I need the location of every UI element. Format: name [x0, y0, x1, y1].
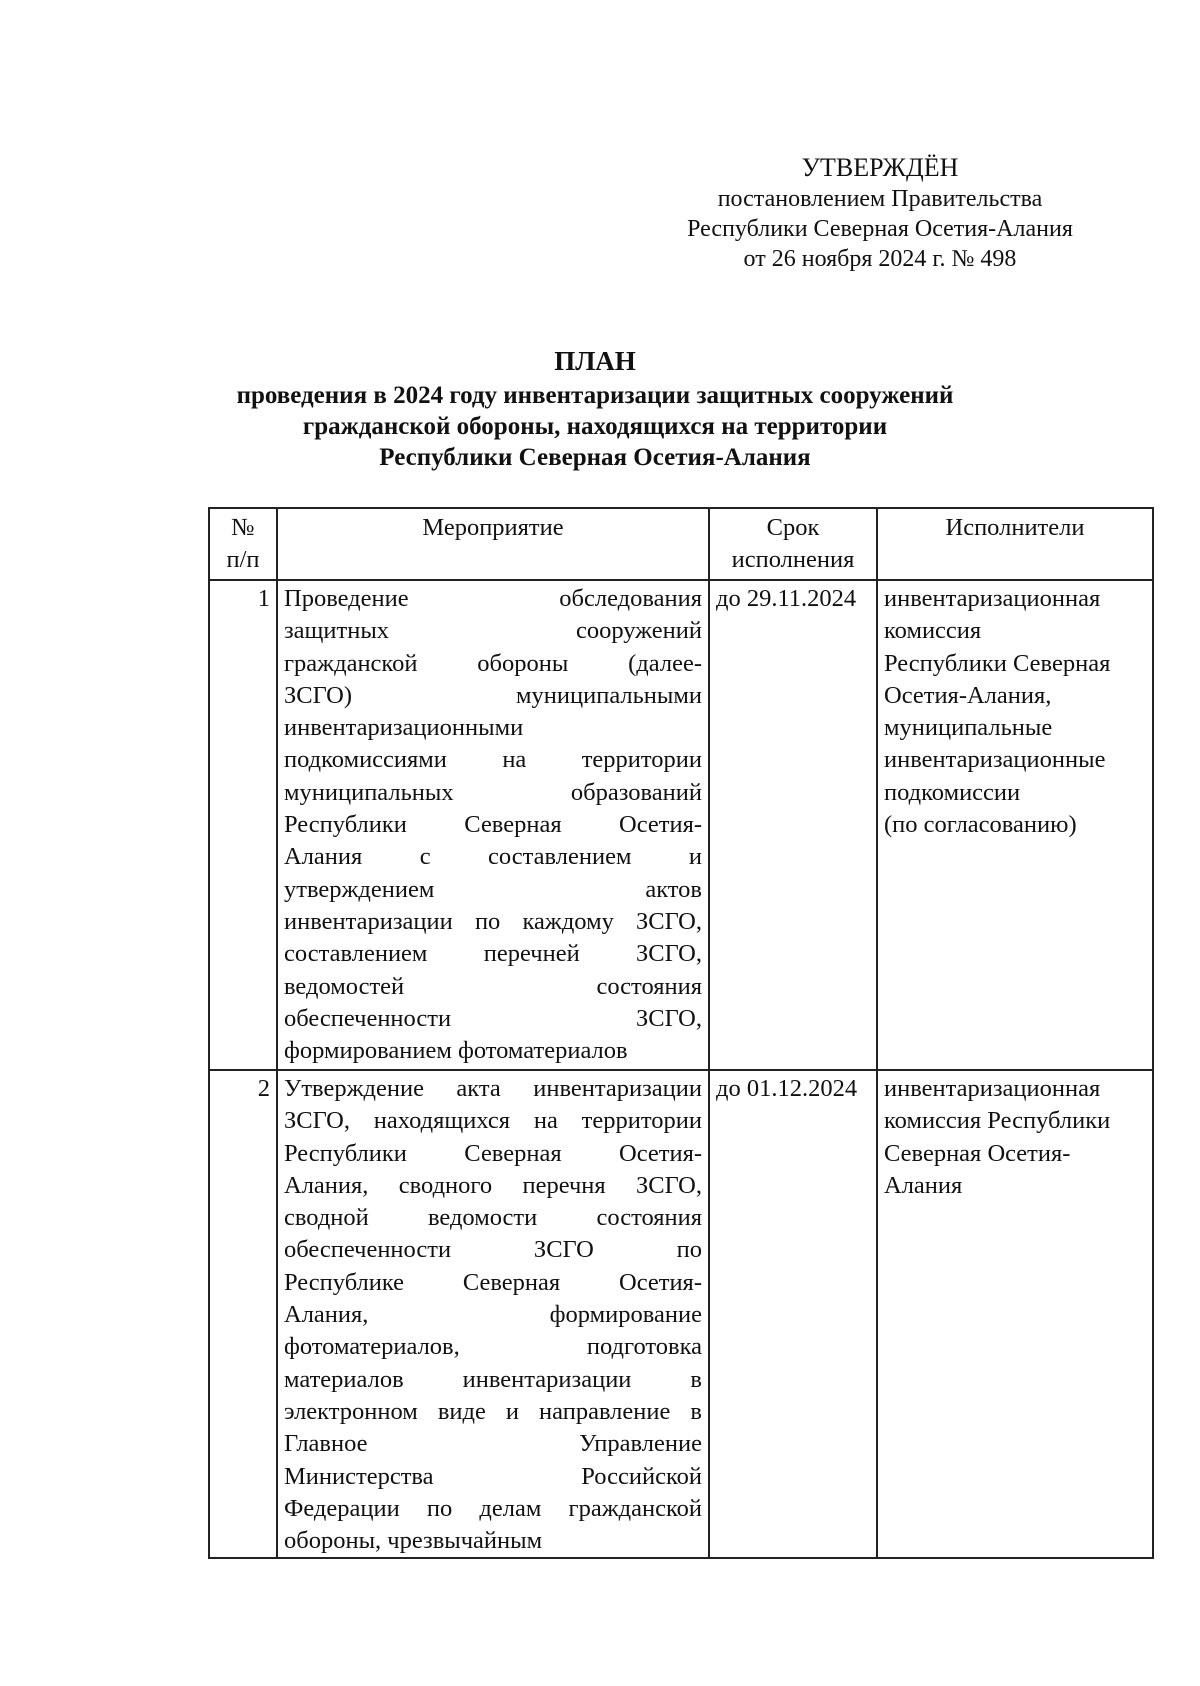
header-deadline-line-2: исполнения — [731, 546, 855, 573]
event-line: Алания, сводного перечня ЗСГО, — [284, 1171, 702, 1199]
event-line: Федерации по делам гражданской — [284, 1494, 702, 1522]
header-num-line-1: № — [231, 514, 255, 541]
executor-line: муниципальные — [884, 714, 1053, 742]
event-line: Республики Северная Осетия- — [284, 1139, 702, 1167]
header-event: Мероприятие — [277, 508, 709, 580]
event-line: обеспеченности ЗСГО, — [284, 1004, 702, 1032]
event-line: обеспеченности ЗСГО по — [284, 1236, 702, 1264]
event-line: ЗСГО, находящихся на территории — [284, 1107, 702, 1135]
event-line: Главное Управление — [284, 1430, 702, 1458]
event-line: электронном виде и направление в — [284, 1397, 702, 1425]
executor-line: Северная Осетия- — [884, 1139, 1071, 1167]
approval-line-2: Республики Северная Осетия-Алания — [687, 216, 1073, 242]
executor-line: инвентаризационная — [884, 1075, 1101, 1102]
event-line: гражданской обороны (далее- — [284, 649, 702, 677]
title-subtitle-3: Республики Северная Осетия-Алания — [379, 444, 811, 471]
row-executors — [877, 1070, 1153, 1558]
title-main: ПЛАН — [554, 346, 636, 376]
plan-table — [208, 507, 1154, 1559]
event-line: формированием фотоматериалов — [284, 1037, 628, 1065]
approval-heading: УТВЕРЖДЁН — [801, 153, 959, 182]
row-deadline: до 01.12.2024 — [709, 1070, 877, 1558]
event-line: Министерства Российской — [284, 1462, 702, 1490]
table-header-row — [209, 508, 1153, 580]
table-row — [209, 1070, 1153, 1558]
event-line: инвентаризационными — [284, 714, 524, 742]
event-line: инвентаризации по каждому ЗСГО, — [284, 907, 702, 935]
event-line: подкомиссиями на территории — [284, 746, 702, 774]
executor-line: Республики Северная — [884, 649, 1111, 677]
event-line: Проведение обследования — [284, 585, 702, 612]
event-line: Республике Северная Осетия- — [284, 1268, 702, 1296]
event-line: Алания с составлением и — [284, 843, 702, 871]
executor-line: инвентаризационная — [884, 585, 1101, 612]
row-event — [277, 1070, 709, 1558]
event-line: ЗСГО) муниципальными — [284, 681, 702, 709]
row-event — [277, 580, 709, 1070]
executor-line: комиссия — [884, 617, 982, 645]
approval-stamp — [650, 152, 1110, 274]
approval-line-3: от 26 ноября 2024 г. № 498 — [743, 246, 1017, 272]
executor-line: инвентаризационные — [884, 746, 1106, 774]
event-line: составлением перечней ЗСГО, — [284, 940, 702, 968]
executor-line: Алания — [884, 1171, 963, 1199]
event-line: Республики Северная Осетия- — [284, 811, 702, 839]
header-deadline — [709, 508, 877, 580]
event-line: материалов инвентаризации в — [284, 1365, 702, 1393]
approval-line-1: постановлением Правительства — [717, 186, 1043, 212]
event-line: защитных сооружений — [284, 617, 702, 645]
event-line: муниципальных образований — [284, 778, 702, 806]
row-deadline: до 29.11.2024 — [709, 580, 877, 1070]
header-num-line-2: п/п — [226, 546, 260, 573]
row-number: 2 — [209, 1070, 277, 1558]
table-row — [209, 580, 1153, 1070]
header-num — [209, 508, 277, 580]
executor-line: комиссия Республики — [884, 1107, 1111, 1135]
executor-line: Осетия-Алания, — [884, 681, 1052, 709]
title-subtitle-1: проведения в 2024 году инвентаризации защитных сооружений — [236, 382, 954, 409]
event-line: обороны, чрезвычайным — [284, 1527, 543, 1555]
row-number: 1 — [209, 580, 277, 1070]
event-line: ведомостей состояния — [284, 972, 702, 1000]
document-title — [180, 345, 1010, 473]
event-line: Алания, формирование — [284, 1301, 702, 1329]
row-executors — [877, 580, 1153, 1070]
executor-line: (по согласованию) — [884, 811, 1077, 839]
event-line: фотоматериалов, подготовка — [284, 1333, 702, 1361]
event-line: сводной ведомости состояния — [284, 1204, 702, 1232]
event-line: утверждением актов — [284, 875, 702, 903]
title-subtitle-2: гражданской обороны, находящихся на территории — [302, 413, 888, 440]
event-line: Утверждение акта инвентаризации — [284, 1075, 702, 1102]
header-executors: Исполнители — [877, 508, 1153, 580]
executor-line: подкомиссии — [884, 778, 1021, 806]
header-deadline-line-1: Срок — [766, 514, 820, 541]
